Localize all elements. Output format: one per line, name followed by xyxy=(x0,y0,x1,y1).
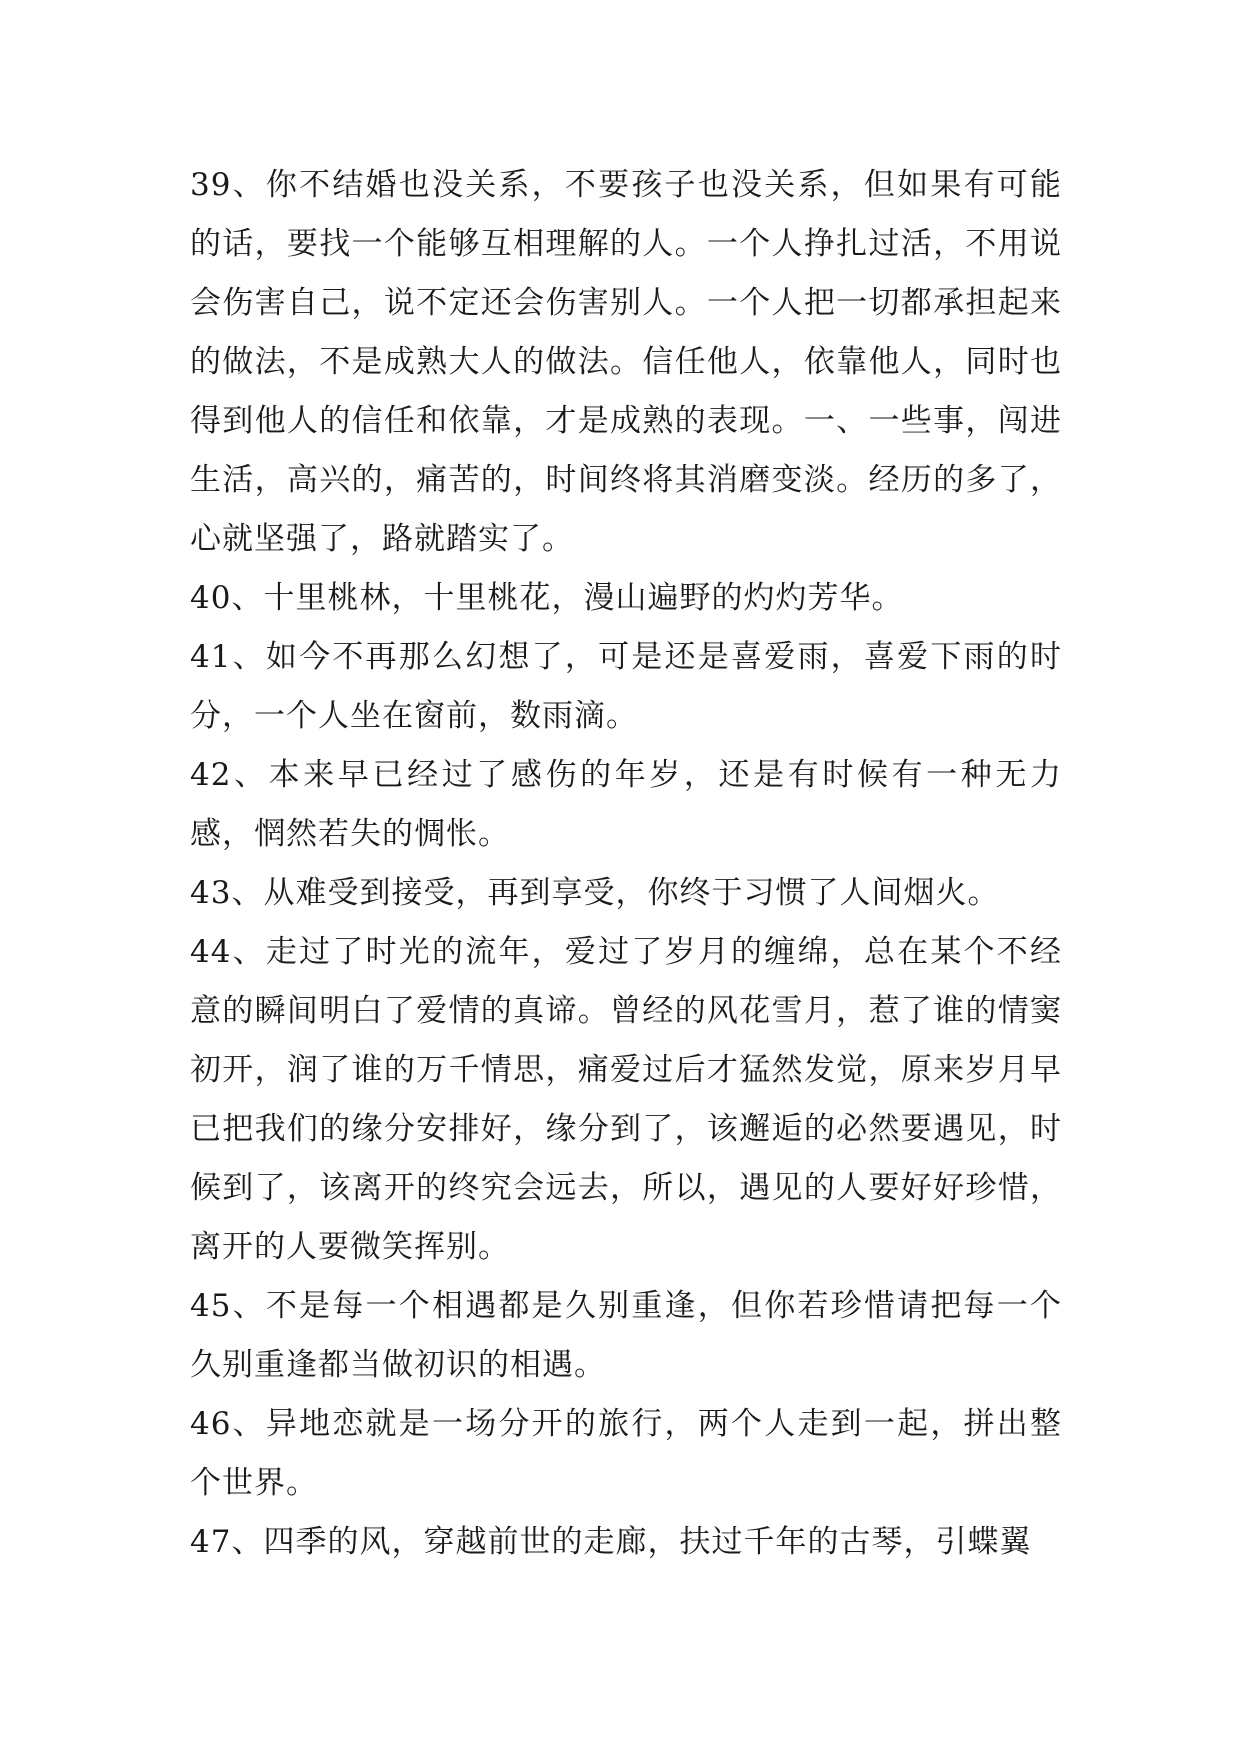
paragraph-46: 46、异地恋就是一场分开的旅行，两个人走到一起，拼出整个世界。 xyxy=(190,1406,1062,1501)
paragraph-39: 39、你不结婚也没关系，不要孩子也没关系，但如果有可能的话，要找一个能够互相理解的人。一个人挣扎过活，不用说会伤害自己，说不定还会伤害别人。一个人把一切都承担起来的做法，不是成熟大人的做法。信任他人，依靠他人，同时也得到他人的信任和依靠，才是成熟的表现。一、一些事，闯进生活，高兴的，痛苦的，时间终将其消磨变淡。经历的多了，心就坚强了，路就踏实了。 xyxy=(190,167,1062,557)
paragraph-40: 40、十里桃林，十里桃花，漫山遍野的灼灼芳华。 xyxy=(190,580,904,616)
paragraph-47: 47、四季的风，穿越前世的走廊，扶过千年的古琴，引蝶翼 xyxy=(190,1524,1032,1560)
paragraph-43: 43、从难受到接受，再到享受，你终于习惯了人间烟火。 xyxy=(190,875,1000,911)
paragraph-44: 44、走过了时光的流年，爱过了岁月的缠绵，总在某个不经意的瞬间明白了爱情的真谛。曾经的风花雪月，惹了谁的情窦初开，润了谁的万千情思，痛爱过后才猛然发觉，原来岁月早已把我们的缘分安排好，缘分到了，该邂逅的必然要遇见，时候到了，该离开的终究会远去，所以，遇见的人要好好珍惜，离开的人要微笑挥别。 xyxy=(190,934,1062,1265)
paragraph-41: 41、如今不再那么幻想了，可是还是喜爱雨，喜爱下雨的时分，一个人坐在窗前，数雨滴。 xyxy=(190,639,1062,734)
paragraph-42: 42、本来早已经过了感伤的年岁，还是有时候有一种无力感，惘然若失的惆怅。 xyxy=(190,757,1062,852)
paragraph-45: 45、不是每一个相遇都是久别重逢，但你若珍惜请把每一个久别重逢都当做初识的相遇。 xyxy=(190,1288,1062,1383)
document-body xyxy=(190,156,1062,1572)
